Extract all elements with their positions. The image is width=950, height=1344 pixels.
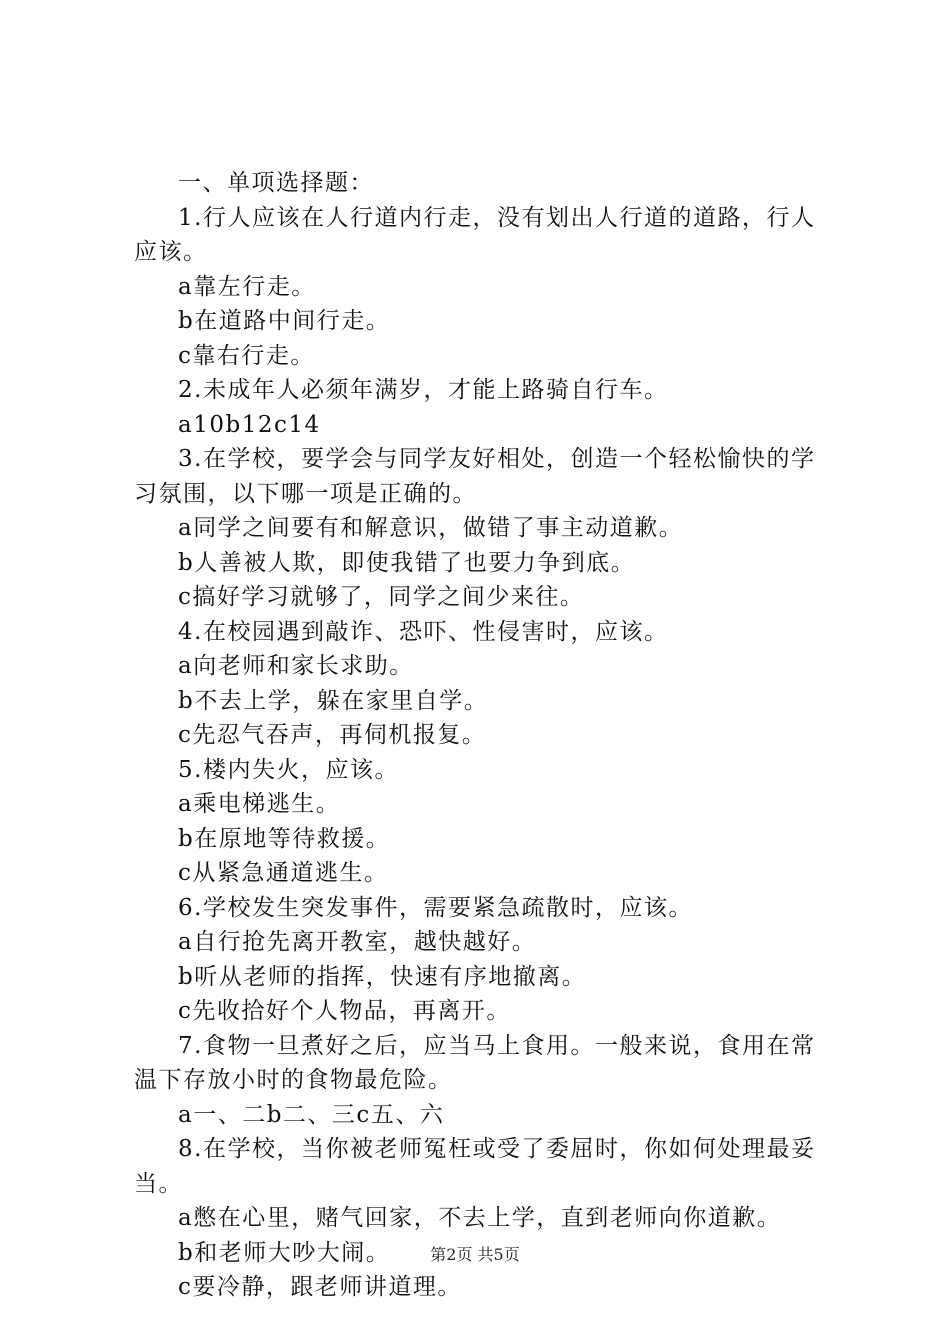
document-body xyxy=(134,166,834,1305)
text-line: b人善被人欺，即使我错了也要力争到底。 xyxy=(178,549,636,576)
text-line: c先收拾好个人物品，再离开。 xyxy=(178,998,511,1024)
text-line: c搞好学习就够了，同学之间少来往。 xyxy=(178,584,585,610)
text-line: c从紧急通道逃生。 xyxy=(178,860,389,886)
text-line: a同学之间要有和解意识，做错了事主动道歉。 xyxy=(178,515,684,541)
text-line: b在原地等待救援。 xyxy=(178,825,391,852)
text-line: b不去上学，躲在家里自学。 xyxy=(178,687,489,714)
text-line: b在道路中间行走。 xyxy=(178,308,391,334)
text-line: c靠右行走。 xyxy=(178,342,315,369)
text-line: a乘电梯逃生。 xyxy=(178,791,341,817)
text-line: 5.楼内失火，应该。 xyxy=(178,756,399,783)
text-line: a靠左行走。 xyxy=(178,273,316,300)
text-line: a向老师和家长求助。 xyxy=(178,653,414,679)
text-line: b和老师大吵大闹。 xyxy=(178,1239,391,1266)
text-line: a自行抢先离开教室，越快越好。 xyxy=(178,929,537,955)
text-line: c要冷静，跟老师讲道理。 xyxy=(178,1274,462,1300)
question-paragraph: 8.在学校，当你被老师冤枉或受了委屈时，你如何处理最妥当。 xyxy=(134,1136,816,1197)
question-paragraph: 1.行人应该在人行道内行走，没有划出人行道的道路，行人应该。 xyxy=(134,204,816,265)
question-paragraph: 3.在学校，要学会与同学友好相处，创造一个轻松愉快的学习氛围，以下哪一项是正确的。 xyxy=(134,446,816,507)
text-line: 2.未成年人必须年满岁，才能上路骑自行车。 xyxy=(178,377,669,403)
text-line: c先忍气吞声，再伺机报复。 xyxy=(178,722,487,748)
page-footer: 第2页 共5页 xyxy=(430,1245,520,1264)
text-line: 一、单项选择题： xyxy=(178,170,374,196)
question-paragraph: 7.食物一旦煮好之后，应当马上食用。一般来说，食用在常温下存放小时的食物最危险。 xyxy=(134,1032,816,1093)
text-line: a憋在心里，赌气回家，不去上学，直到老师向你道歉。 xyxy=(178,1205,782,1231)
text-line: 6.学校发生突发事件，需要紧急疏散时，应该。 xyxy=(178,894,693,921)
text-line: b听从老师的指挥，快速有序地撤离。 xyxy=(178,963,587,990)
text-line: a10b12c14 xyxy=(178,411,321,438)
text-line: 4.在校园遇到敲诈、恐吓、性侵害时，应该。 xyxy=(178,618,669,645)
text-line: a一、二b二、三c五、六 xyxy=(178,1101,445,1128)
